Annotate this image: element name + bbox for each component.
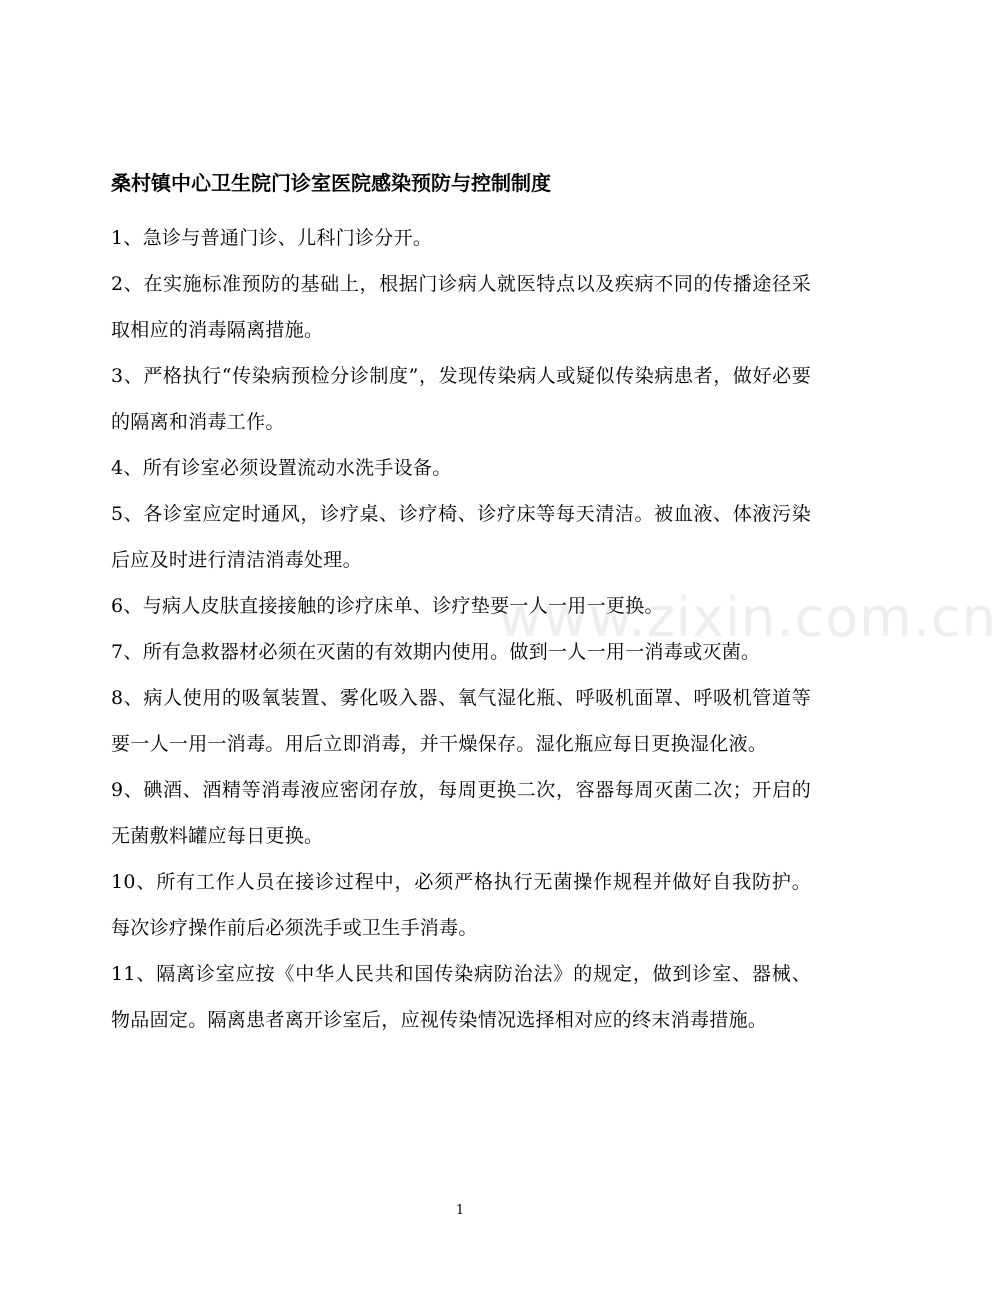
- page-number: 1: [455, 1203, 465, 1218]
- paragraph-7: 7、所有急救器材必须在灭菌的有效期内使用。做到一人一用一消毒或灭菌。: [111, 641, 761, 663]
- paragraph-2: 2、在实施标准预防的基础上，根据门诊病人就医特点以及疾病不同的传播途径采取相应的消毒隔离措施。: [111, 273, 811, 341]
- watermark: www.zixin.com.cn: [498, 586, 997, 649]
- document-body: [111, 215, 811, 1043]
- paragraph-11: 11、隔离诊室应按《中华人民共和国传染病防治法》的规定，做到诊室、器械、物品固定。隔离患者离开诊室后，应视传染情况选择相对应的终末消毒措施。: [111, 963, 811, 1031]
- paragraph-8: 8、病人使用的吸氧装置、雾化吸入器、氧气湿化瓶、呼吸机面罩、呼吸机管道等要一人一用一消毒。用后立即消毒，并干燥保存。湿化瓶应每日更换湿化液。: [111, 687, 811, 755]
- document-title: 桑村镇中心卫生院门诊室医院感染预防与控制制度: [111, 171, 551, 195]
- paragraph-3: 3、严格执行“传染病预检分诊制度”，发现传染病人或疑似传染病患者，做好必要的隔离和消毒工作。: [111, 365, 811, 433]
- paragraph-10: 10、所有工作人员在接诊过程中，必须严格执行无菌操作规程并做好自我防护。每次诊疗操作前后必须洗手或卫生手消毒。: [111, 871, 811, 939]
- paragraph-5: 5、各诊室应定时通风，诊疗桌、诊疗椅、诊疗床等每天清洁。被血液、体液污染后应及时进行清洁消毒处理。: [111, 503, 811, 571]
- paragraph-9: 9、碘酒、酒精等消毒液应密闭存放，每周更换二次，容器每周灭菌二次；开启的无菌敷料罐应每日更换。: [111, 779, 811, 847]
- paragraph-1: 1、急诊与普通门诊、儿科门诊分开。: [111, 227, 433, 249]
- paragraph-4: 4、所有诊室必须设置流动水洗手设备。: [111, 457, 452, 479]
- paragraph-6: 6、与病人皮肤直接接触的诊疗床单、诊疗垫要一人一用一更换。: [111, 595, 664, 617]
